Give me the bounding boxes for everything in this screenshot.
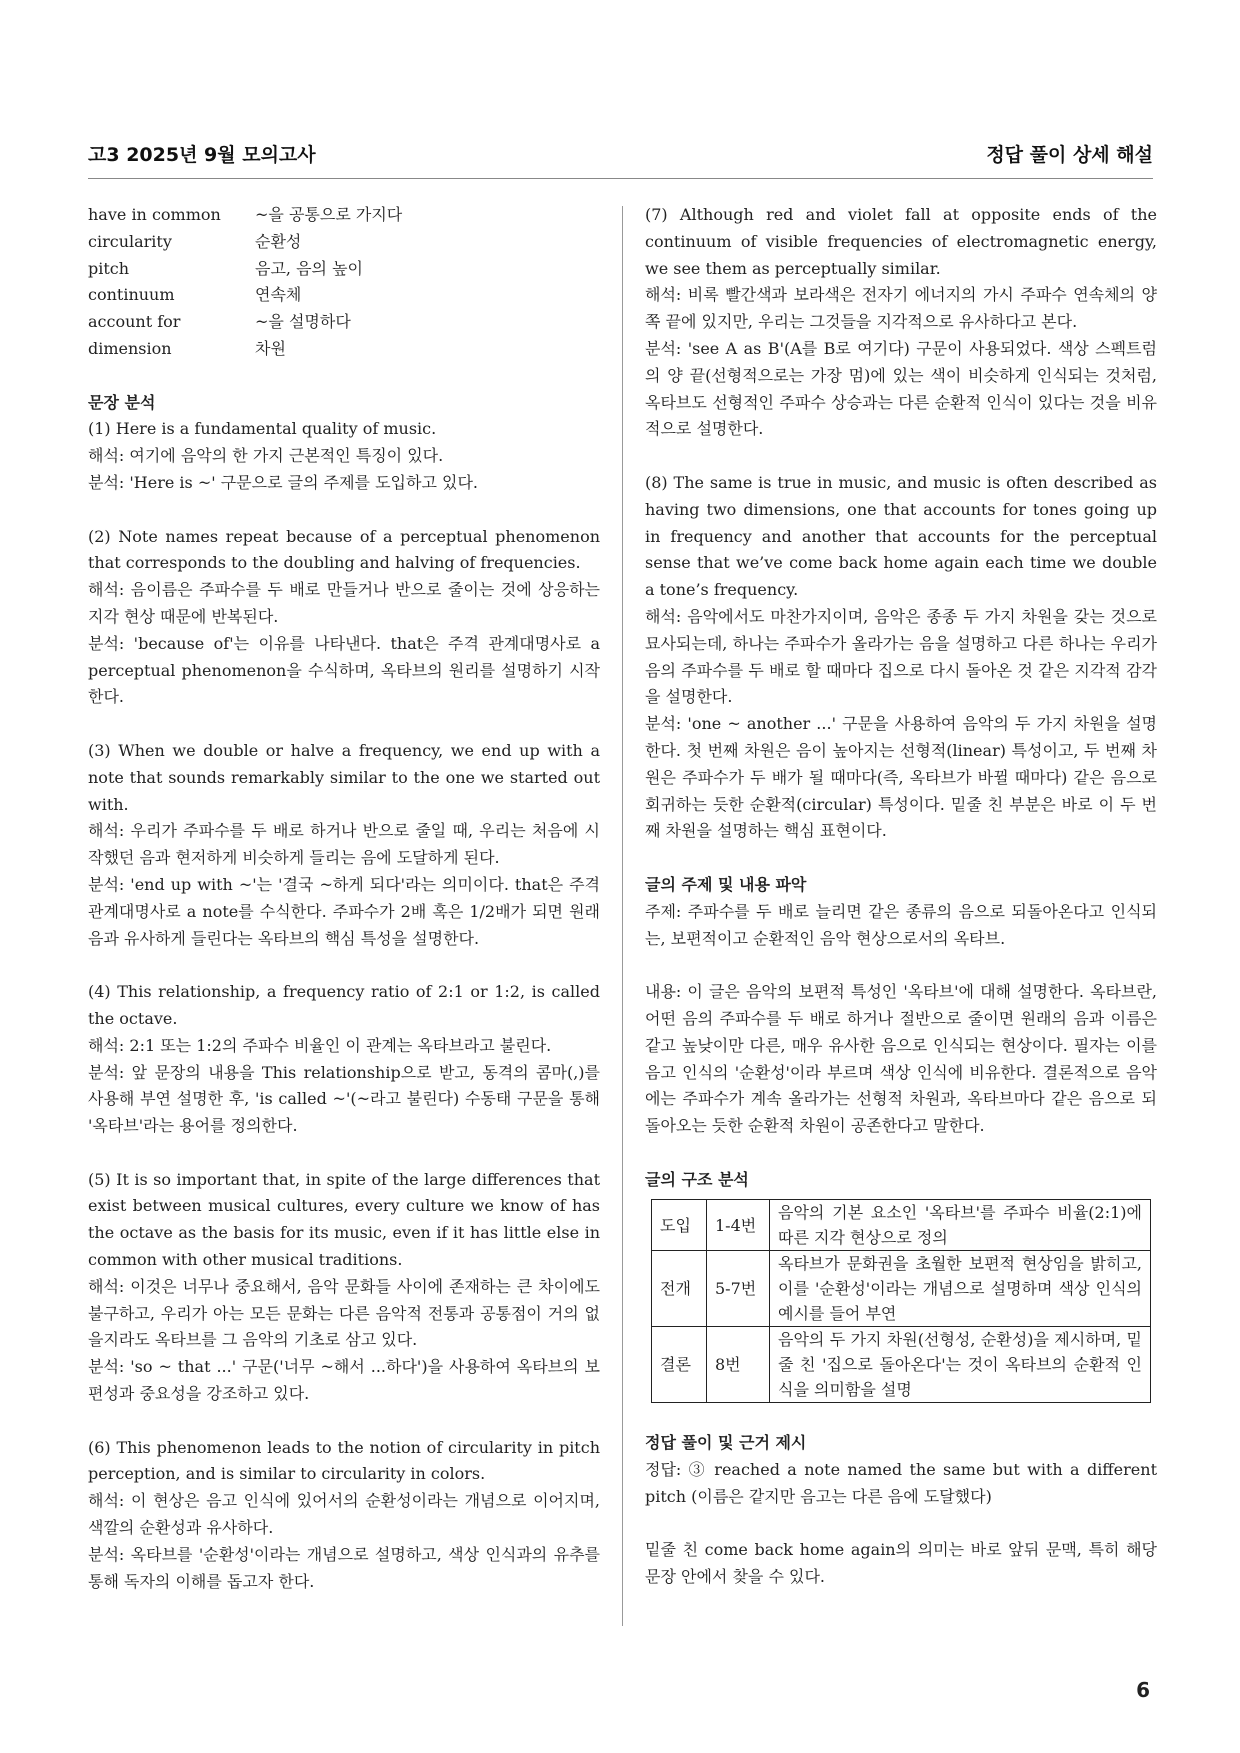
vocab-meaning: 순환성 — [255, 231, 302, 251]
sentence-translation: 해석: 우리가 주파수를 두 배로 하거나 반으로 줄일 때, 우리는 처음에 시작했던 음과 현저하게 비슷하게 들리는 음에 도달하게 된다. — [88, 821, 600, 868]
sentence-block — [645, 202, 1157, 443]
stage-cell: 도입 — [652, 1200, 707, 1251]
description-cell: 음악의 두 가지 차원(선형성, 순환성)을 제시하며, 밑줄 친 '집으로 돌아온다'는 것이 옥타브의 순환적 인식을 의미함을 설명 — [770, 1327, 1151, 1403]
sentence-translation: 해석: 이것은 너무나 중요해서, 음악 문화들 사이에 존재하는 큰 차이에도 불구하고, 우리가 아는 모든 문화는 다른 음악적 전통과 공통점이 거의 없을지라도 옥타브를 그 음악의 기초로 삼고 있다. — [88, 1276, 600, 1350]
document-subtitle: 정답 풀이 상세 해설 — [986, 144, 1153, 166]
section-heading-sentence-analysis: 문장 분석 — [88, 392, 156, 412]
vocab-meaning: 차원 — [255, 338, 286, 358]
table-row — [652, 1200, 1151, 1251]
sentence-original: (5) It is so important that, in spite of the large differences that exist between musical cultures, every culture we know of has the octave as the basis for its music, even if it has little else in common with other musical traditions. — [88, 1169, 600, 1270]
vocab-term: pitch — [88, 258, 130, 278]
topic-text: 주제: 주파수를 두 배로 늘리면 같은 종류의 음으로 되돌아온다고 인식되는, 보편적이고 순환적인 음악 현상으로서의 옥타브. — [645, 901, 1157, 948]
header-rule — [88, 178, 1153, 179]
vocab-term: account for — [88, 312, 181, 332]
sentence-original: (1) Here is a fundamental quality of music. — [88, 419, 437, 439]
sentence-analysis: 분석: 앞 문장의 내용을 This relationship으로 받고, 동격의 콤마(,)를 사용해 부연 설명한 후, 'is called ~'(~라고 불린다) 수동태 구문을 통해 '옥타브'라는 용어를 정의한다. — [88, 1062, 600, 1136]
sentence-original: (7) Although red and violet fall at opposite ends of the continuum of visible frequencies of electromagnetic energy, we see them as perceptually similar. — [645, 205, 1157, 278]
sentence-original: (8) The same is true in music, and music is often described as having two dimensions, one that accounts for tones going up in frequency and another that accounts for the perceptual sense that we’ve come back home again each time we double a tone’s frequency. — [645, 472, 1157, 600]
sentence-block — [88, 979, 600, 1140]
sentence-block — [88, 524, 600, 712]
sentence-analysis: 분석: 'end up with ~'는 '결국 ~하게 되다'라는 의미이다. that은 주격 관계대명사로 a note를 수식한다. 주파수가 2배 혹은 1/2배가 되면 원래 음과 유사하게 들린다는 옥타브의 핵심 특성을 설명한다. — [88, 874, 600, 948]
sentence-block — [88, 1435, 600, 1596]
sentence-analysis: 분석: 'one ~ another ...' 구문을 사용하여 음악의 두 가지 차원을 설명한다. 첫 번째 차원은 음이 높아지는 선형적(linear) 특성이고, 두 번째 차원은 주파수가 두 배가 될 때마다(즉, 옥타브가 바뀔 때마다) 같은 음으로 회귀하는 듯한 순환적(circular) 특성이다. 밑줄 친 부분은 바로 이 두 번째 차원을 설명하는 핵심 표현이다. — [645, 714, 1157, 841]
content-text: 내용: 이 글은 음악의 보편적 특성인 '옥타브'에 대해 설명한다. 옥타브란, 어떤 음의 주파수를 두 배로 하거나 절반으로 줄이면 원래의 음과 이름은 같고 높낮이만 다른, 매우 유사한 음으로 인식되는 현상이다. 필자는 이를 음고 인식의 '순환성'이라 부르며 색상 인식에 비유한다. 결론적으로 음악에는 주파수가 계속 올라가는 선형적 차원과, 옥타브마다 같은 음으로 되돌아오는 듯한 순환적 차원이 공존한다고 말한다. — [645, 982, 1157, 1136]
page-number: 6 — [1136, 1678, 1150, 1702]
sentence-original: (3) When we double or halve a frequency, we end up with a note that sounds remarkably similar to the one we started out with. — [88, 740, 600, 814]
range-cell: 5-7번 — [707, 1251, 770, 1327]
sentence-translation: 해석: 이 현상은 음고 인식에 있어서의 순환성이라는 개념으로 이어지며, 색깔의 순환성과 유사하다. — [88, 1491, 600, 1538]
vocab-term: dimension — [88, 338, 172, 358]
stage-cell: 전개 — [652, 1251, 707, 1327]
sentence-analysis: 분석: 'see A as B'(A를 B로 여기다) 구문이 사용되었다. 색상 스펙트럼의 양 끝(선형적으로는 가장 멈)에 있는 색이 비슷하게 인식되는 것처럼, 옥타브도 선형적인 주파수 상승과는 다른 순환적 인식이 있다는 것을 비유적으로 설명한다. — [645, 338, 1157, 439]
sentence-block — [88, 1167, 600, 1408]
sentence-original: (2) Note names repeat because of a perceptual phenomenon that corresponds to the doubling and halving of frequencies. — [88, 526, 600, 573]
vocab-meaning: 음고, 음의 높이 — [255, 258, 363, 278]
evidence-text: 밑줄 친 come back home again의 의미는 바로 앞뒤 문맥, 특히 해당 문장 안에서 찾을 수 있다. — [645, 1540, 1157, 1587]
vocab-meaning: 연속체 — [255, 285, 302, 305]
sentence-translation: 해석: 여기에 음악의 한 가지 근본적인 특징이 있다. — [88, 446, 444, 466]
sentence-block — [88, 738, 600, 952]
sentence-analysis: 분석: 옥타브를 '순환성'이라는 개념으로 설명하고, 색상 인식과의 유추를 통해 독자의 이해를 돕고자 한다. — [88, 1544, 600, 1591]
column-divider — [622, 206, 623, 1626]
section-heading-theme: 글의 주제 및 내용 파악 — [645, 874, 807, 894]
vocab-term: have in common — [88, 205, 221, 224]
sentence-translation: 해석: 음악에서도 마찬가지이며, 음악은 종종 두 가지 차원을 갖는 것으로 묘사되는데, 하나는 주파수가 올라가는 음을 설명하고 다른 하나는 우리가 음의 주파수를 두 배로 할 때마다 집으로 다시 돌아온 것 같은 지각적 감각을 설명한다. — [645, 606, 1157, 707]
vocabulary-list — [88, 202, 600, 363]
document-title: 고3 2025년 9월 모의고사 — [88, 144, 316, 166]
answer-text: 정답: ③ reached a note named the same but with a different pitch (이름은 같지만 음고는 다른 음에 도달했다) — [645, 1460, 1157, 1506]
stage-cell: 결론 — [652, 1327, 707, 1403]
sentence-original: (6) This phenomenon leads to the notion of circularity in pitch perception, and is similar to circularity in colors. — [88, 1437, 600, 1484]
table-row — [652, 1327, 1151, 1403]
range-cell: 8번 — [707, 1327, 770, 1403]
vocab-meaning: ~을 공통으로 가지다 — [255, 205, 403, 224]
sentence-analysis: 분석: 'Here is ~' 구문으로 글의 주제를 도입하고 있다. — [88, 472, 478, 492]
sentence-block — [88, 416, 600, 496]
section-heading-structure: 글의 구조 분석 — [645, 1169, 749, 1189]
vocab-meaning: ~을 설명하다 — [255, 312, 351, 332]
left-column — [88, 202, 600, 1622]
sentence-translation: 해석: 2:1 또는 1:2의 주파수 비율인 이 관계는 옥타브라고 불린다. — [88, 1035, 552, 1055]
vocab-term: circularity — [88, 231, 172, 251]
sentence-analysis: 분석: 'so ~ that ...' 구문('너무 ~해서 ...하다')을 사용하여 옥타브의 보편성과 중요성을 강조하고 있다. — [88, 1357, 600, 1404]
sentence-block — [645, 470, 1157, 845]
right-column — [645, 202, 1157, 1618]
sentence-translation: 해석: 음이름은 주파수를 두 배로 만들거나 반으로 줄이는 것에 상응하는 지각 현상 때문에 반복된다. — [88, 580, 600, 626]
table-row — [652, 1251, 1151, 1327]
sentence-translation: 해석: 비록 빨간색과 보라색은 전자기 에너지의 가시 주파수 연속체의 양쪽 끝에 있지만, 우리는 그것들을 지각적으로 유사하다고 본다. — [645, 285, 1157, 332]
description-cell: 음악의 기본 요소인 '옥타브'를 주파수 비율(2:1)에 따른 지각 현상으로 정의 — [770, 1200, 1151, 1251]
sentence-analysis: 분석: 'because of'는 이유를 나타낸다. that은 주격 관계대명사로 a perceptual phenomenon을 수식하며, 옥타브의 원리를 설명하기 시작한다. — [88, 633, 600, 707]
section-heading-answer: 정답 풀이 및 근거 제시 — [645, 1433, 807, 1453]
sentence-original: (4) This relationship, a frequency ratio of 2:1 or 1:2, is called the octave. — [88, 982, 600, 1028]
description-cell: 옥타브가 문화권을 초월한 보편적 현상임을 밝히고, 이를 '순환성'이라는 개념으로 설명하며 색상 인식의 예시를 들어 부연 — [770, 1251, 1151, 1327]
vocab-term: continuum — [88, 285, 175, 305]
range-cell: 1-4번 — [707, 1200, 770, 1251]
structure-table — [651, 1199, 1151, 1403]
